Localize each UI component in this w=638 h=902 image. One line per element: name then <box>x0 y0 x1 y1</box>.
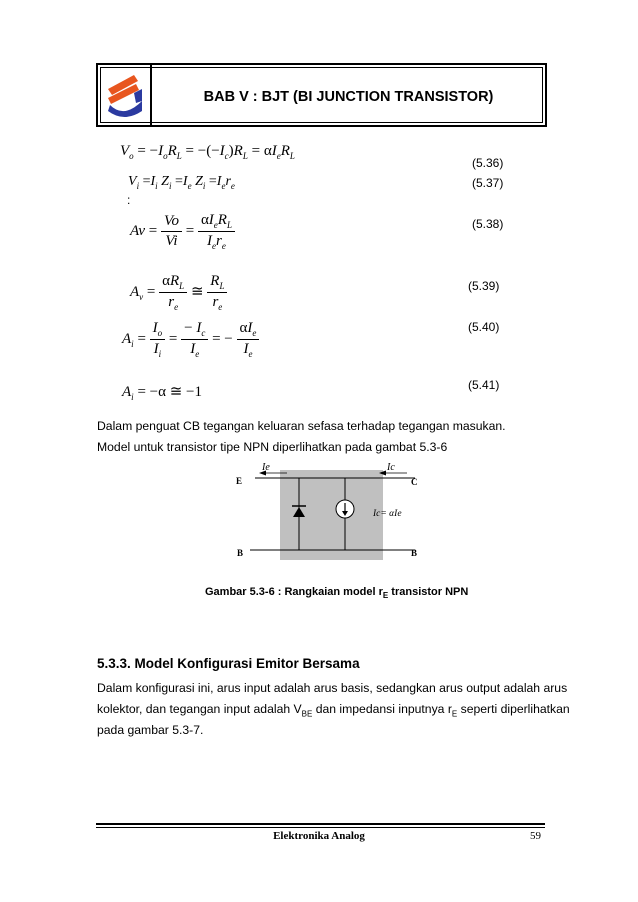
equation-number-5-38: (5.38) <box>472 217 504 231</box>
section-paragraph-line-3: pada gambar 5.3-7. <box>97 723 204 737</box>
base-label-left: B <box>237 548 244 558</box>
page-number: 59 <box>530 830 541 842</box>
logo-blue-arc <box>108 101 142 117</box>
equation-number-5-36: (5.36) <box>472 156 504 170</box>
equation-5-37: $V_i =I_i$ $Z_i =I_e$ $Z_i =I_er_e$ <box>128 174 235 191</box>
header-frame <box>96 63 547 127</box>
institution-logo <box>104 71 146 119</box>
section-heading: 5.3.3. Model Konfigurasi Emitor Bersama <box>97 656 360 671</box>
paragraph-cb-line-1: Dalam penguat CB tegangan keluaran sefasa terhadap tegangan masukan. <box>97 419 506 433</box>
equation-5-38: Av = $\frac{Vo}{Vi}$ = $\frac{\alpha I_eR_L}{I_er_e}$ <box>130 212 235 251</box>
stray-colon: : <box>127 193 131 207</box>
equation-5-41: $A_i = -\alpha$ ≅ −1 <box>122 384 202 402</box>
paragraph-cb-line-2: Model untuk transistor tipe NPN diperlihatkan pada gambat 5.3-6 <box>97 440 448 454</box>
equation-5-39: $A_v$ = $\frac{\alpha R_L}{r_e}$ ≅ $\frac{R_L}{r_e}$ <box>130 273 227 312</box>
equation-number-5-39: (5.39) <box>468 279 500 293</box>
ie-label: Ie <box>262 462 270 473</box>
ic-label: Ic <box>387 462 395 473</box>
equation-number-5-41: (5.41) <box>468 378 500 392</box>
equation-number-5-40: (5.40) <box>468 320 500 334</box>
page-title: BAB V : BJT (BI JUNCTION TRANSISTOR) <box>203 89 494 105</box>
emitter-label: E <box>236 476 243 486</box>
npn-model-diagram <box>225 458 440 568</box>
equation-number-5-37: (5.37) <box>472 176 504 190</box>
base-label-right: B <box>411 548 418 558</box>
section-paragraph-line-2: kolektor, dan tegangan input adalah $V_{BE}$ dan impedansi inputnya $r_E$ seperti diperlihatkan <box>97 702 570 719</box>
collector-label: C <box>411 477 418 487</box>
equation-5-36: $V_o = -I_oR_L = -(-I_c)R_L = \alpha I_eR_L$ <box>120 143 295 161</box>
figure-caption: Gambar 5.3-6 : Rangkaian model $r_E$ transistor NPN <box>205 586 469 601</box>
footer-title: Elektronika Analog <box>273 830 365 842</box>
equation-5-40: $A_i$ = $\frac{I_o}{I_i}$ = $\frac{- I_c}{I_e}$ = − $\frac{\alpha I_e}{I_e}$ <box>122 320 259 359</box>
section-paragraph-line-1: Dalam konfigurasi ini, arus input adalah arus basis, sedangkan arus output adalah arus <box>97 681 568 695</box>
footer-rule-thin <box>96 827 545 828</box>
current-source-label: Ic= αIe <box>373 509 402 519</box>
footer-rule-thick <box>96 823 545 825</box>
